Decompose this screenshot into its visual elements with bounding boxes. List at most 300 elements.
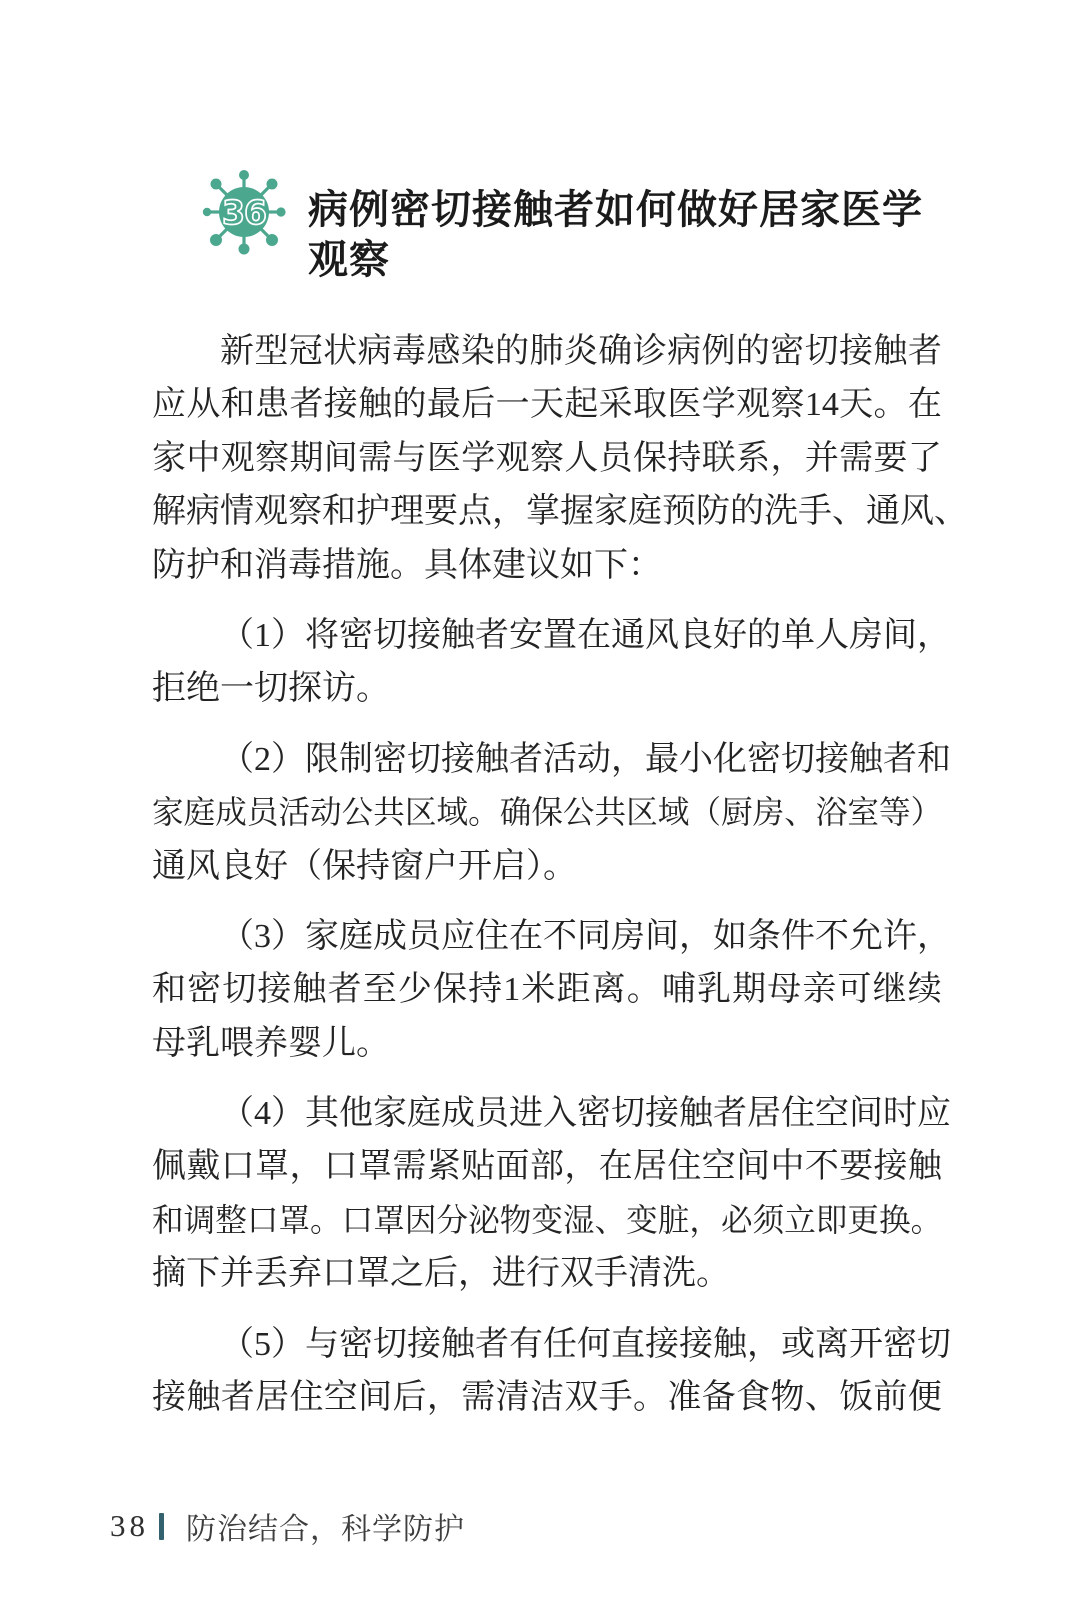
body-glyph: 双: [564, 1379, 599, 1417]
body-glyph: 。: [873, 386, 908, 424]
page-footer: [110, 1504, 465, 1548]
body-glyph: 的: [747, 616, 781, 654]
body-glyph: 观: [254, 493, 288, 531]
body-glyph: 密: [339, 1325, 373, 1363]
body-glyph: 手: [598, 1379, 633, 1417]
body-glyph: 接: [257, 971, 292, 1009]
body-glyph: ）: [271, 1325, 305, 1363]
body-glyph: 泌: [468, 1202, 500, 1238]
body-glyph: 接: [441, 740, 475, 778]
body-line: [152, 485, 968, 538]
body-glyph: 距: [556, 971, 591, 1009]
body-line: [152, 733, 951, 786]
body-glyph: 物: [770, 1379, 805, 1417]
body-glyph: 间: [849, 1095, 883, 1133]
body-glyph: 在: [509, 917, 543, 955]
body-glyph: 住: [667, 1148, 702, 1186]
body-glyph: 确: [598, 333, 633, 370]
body-line: [152, 1140, 942, 1193]
body-glyph: 应: [441, 917, 475, 955]
body-line: [152, 378, 942, 431]
body-glyph: ，: [492, 493, 526, 531]
body-glyph: 新: [220, 333, 254, 370]
body-glyph: 接: [873, 1148, 908, 1186]
body-glyph: 物: [499, 1202, 532, 1238]
body-glyph: 需: [461, 1379, 496, 1417]
body-glyph: 病: [186, 493, 220, 531]
body-glyph: 面: [495, 1148, 530, 1186]
body-glyph: 染: [460, 333, 495, 370]
body-glyph: 学: [701, 386, 736, 424]
body-glyph: 触: [292, 971, 327, 1009]
body-glyph: 与: [392, 439, 427, 477]
body-glyph: 即: [815, 1202, 848, 1238]
body-glyph: 员: [246, 795, 279, 831]
body-glyph: 亲: [802, 971, 837, 1009]
body-glyph: 天: [839, 386, 874, 424]
body-glyph: 口: [341, 1202, 374, 1238]
body-glyph: 、: [934, 493, 968, 531]
body-glyph: （: [220, 917, 254, 955]
body-glyph: 活: [543, 740, 577, 778]
body-glyph: 口: [246, 1202, 279, 1238]
body-glyph: （: [689, 795, 721, 831]
body-glyph: 罩: [255, 1148, 290, 1186]
body-glyph: 母: [767, 971, 802, 1009]
body-glyph: 4: [254, 1095, 271, 1133]
body-glyph: 触: [679, 1095, 713, 1133]
body-glyph: 的: [735, 333, 770, 370]
body-glyph: 切: [611, 1095, 645, 1133]
body-glyph: 脏: [657, 1202, 690, 1238]
body-glyph: 庭: [339, 917, 373, 955]
body-glyph: 家: [305, 917, 339, 955]
body-glyph: 接: [839, 333, 874, 370]
body-glyph: 触: [441, 1325, 475, 1363]
body-glyph: 后: [392, 1379, 427, 1417]
body-line: [152, 786, 942, 839]
body-glyph: 家: [594, 493, 628, 531]
body-glyph: 在: [598, 1148, 633, 1186]
body-glyph: 须: [752, 1202, 785, 1238]
body-glyph: 者: [220, 1379, 255, 1417]
body-glyph: 公: [562, 795, 595, 831]
body-glyph: 戴: [186, 1148, 221, 1186]
body-glyph: 住: [475, 917, 509, 955]
body-glyph: 并: [804, 439, 839, 477]
body-line: [152, 325, 942, 378]
body-glyph: 诊: [632, 333, 667, 370]
body-glyph: 预: [662, 493, 696, 531]
body-glyph: 感: [426, 333, 461, 370]
body-glyph: 和: [152, 971, 186, 1009]
body-glyph: 密: [187, 971, 222, 1009]
body-glyph: 许: [883, 917, 917, 955]
body-glyph: 一: [495, 386, 530, 424]
body-glyph: ，: [564, 1148, 599, 1186]
body-glyph: 房: [849, 616, 883, 654]
body-glyph: 居: [747, 1095, 781, 1133]
body-glyph: 密: [883, 1325, 917, 1363]
body-glyph: 至: [362, 971, 397, 1009]
section-title: [308, 185, 948, 285]
body-glyph: 安: [509, 616, 543, 654]
body-glyph: 密: [770, 333, 805, 370]
body-glyph: 前: [873, 1379, 908, 1417]
body-glyph: 区: [404, 795, 437, 831]
body-glyph: 必: [720, 1202, 753, 1238]
body-glyph: 良: [679, 616, 713, 654]
body-glyph: 员: [407, 917, 441, 955]
body-glyph: 间: [645, 917, 679, 955]
body-line: 拒绝一切探访。: [152, 670, 390, 708]
body-glyph: 期: [732, 971, 767, 1009]
body-glyph: 通: [866, 493, 900, 531]
body-glyph: 接: [645, 1325, 679, 1363]
body-glyph: 切: [804, 333, 839, 370]
body-line: [152, 1371, 942, 1424]
body-glyph: 同: [577, 917, 611, 955]
body-glyph: 、: [832, 493, 866, 531]
body-glyph: 罩: [358, 1148, 393, 1186]
body-glyph: 触: [873, 333, 908, 370]
body-glyph: 离: [815, 1325, 849, 1363]
footer-divider-bar: [159, 1513, 164, 1540]
body-glyph: （: [220, 740, 254, 778]
body-glyph: 者: [713, 1095, 747, 1133]
body-glyph: 罩: [373, 1202, 405, 1238]
body-glyph: 活: [278, 795, 311, 831]
body-glyph: 者: [475, 1325, 509, 1363]
body-glyph: 的: [495, 333, 530, 370]
body-glyph: 从: [186, 386, 221, 424]
body-glyph: 继: [872, 971, 907, 1009]
body-glyph: 任: [543, 1325, 577, 1363]
body-glyph: 持: [667, 439, 702, 477]
body-glyph: 系: [736, 439, 771, 477]
body-line: [152, 1194, 942, 1247]
body-glyph: 者: [475, 616, 509, 654]
body-line: [152, 609, 951, 662]
body-glyph: ，: [289, 1148, 324, 1186]
body-glyph: 持: [468, 971, 503, 1009]
body-glyph: 贴: [461, 1148, 496, 1186]
body-glyph: 离: [591, 971, 626, 1009]
body-glyph: 5: [254, 1325, 271, 1363]
body-glyph: 房: [752, 795, 785, 831]
body-glyph: 接: [407, 616, 441, 654]
body-glyph: 与: [305, 1325, 339, 1363]
body-glyph: 接: [679, 1325, 713, 1363]
body-glyph: 取: [633, 386, 668, 424]
body-glyph: 因: [404, 1202, 437, 1238]
body-glyph: 接: [323, 386, 358, 424]
body-glyph: 确: [499, 795, 532, 831]
body-glyph: 察: [529, 439, 564, 477]
body-glyph: 中: [186, 439, 221, 477]
body-glyph: 成: [441, 1095, 475, 1133]
body-glyph: 人: [564, 439, 599, 477]
body-glyph: 换: [879, 1202, 911, 1238]
body-glyph: 动: [577, 740, 611, 778]
body-glyph: 可: [837, 971, 872, 1009]
body-glyph: 成: [373, 917, 407, 955]
body-glyph: 切: [781, 740, 815, 778]
body-glyph: 风: [900, 493, 934, 531]
body-paragraph: [152, 609, 951, 716]
body-glyph: 人: [815, 616, 849, 654]
body-glyph: ）: [271, 616, 305, 654]
body-glyph: 间: [323, 439, 358, 477]
body-glyph: 手: [798, 493, 832, 531]
body-glyph: （: [220, 1095, 254, 1133]
section-title-line1: 病例密切接触者如何做好居家医学: [308, 188, 923, 232]
body-glyph: 食: [736, 1379, 771, 1417]
body-glyph: 开: [849, 1325, 883, 1363]
body-glyph: ）: [271, 1095, 305, 1133]
body-glyph: 浴: [815, 795, 848, 831]
body-glyph: 切: [373, 616, 407, 654]
body-glyph: 空: [323, 1379, 358, 1417]
body-glyph: 间: [736, 1148, 771, 1186]
body-glyph: 好: [713, 616, 747, 654]
body-glyph: 应: [152, 386, 186, 424]
body-glyph: 密: [747, 740, 781, 778]
body-glyph: ，: [611, 740, 645, 778]
body-glyph: 接: [152, 1379, 186, 1417]
body-glyph: 触: [186, 1379, 221, 1417]
body-glyph: 变: [531, 1202, 563, 1238]
body-glyph: ，: [689, 1202, 721, 1238]
body-glyph: 、: [784, 795, 816, 831]
body-glyph: 饭: [839, 1379, 874, 1417]
body-glyph: 掌: [526, 493, 560, 531]
body-glyph: 医: [667, 386, 702, 424]
body-glyph: 2: [254, 740, 271, 778]
body-glyph: 触: [358, 386, 393, 424]
body-glyph: 空: [815, 1095, 849, 1133]
body-glyph: 理: [390, 493, 424, 531]
body-glyph: 庭: [183, 795, 216, 831]
body-glyph: 切: [222, 971, 257, 1009]
body-glyph: 保: [633, 439, 668, 477]
body-glyph: 制: [339, 740, 373, 778]
body-glyph: 密: [373, 740, 407, 778]
body-glyph: 了: [907, 439, 942, 477]
body-glyph: 空: [701, 1148, 736, 1186]
body-glyph: 域: [436, 795, 469, 831]
body-glyph: 厨: [720, 795, 753, 831]
body-glyph: 米: [521, 971, 556, 1009]
body-glyph: 要: [839, 1148, 874, 1186]
body-glyph: 和: [917, 740, 951, 778]
body-glyph: 天: [529, 386, 564, 424]
body-glyph: 洁: [529, 1379, 564, 1417]
body-glyph: 肺: [529, 333, 564, 370]
body-glyph: ）: [910, 795, 943, 831]
body-glyph: 不: [815, 917, 849, 955]
body-glyph: 公: [341, 795, 374, 831]
body-glyph: 要: [873, 439, 908, 477]
body-glyph: 病: [357, 333, 392, 370]
body-glyph: 化: [713, 740, 747, 778]
body-glyph: 直: [611, 1325, 645, 1363]
body-glyph: 需: [358, 439, 393, 477]
page-number: 38: [110, 1508, 149, 1543]
body-glyph: 接: [407, 1325, 441, 1363]
body-glyph: 动: [310, 795, 342, 831]
body-glyph: 者: [509, 740, 543, 778]
body-line: [152, 1087, 951, 1140]
body-glyph: 庭: [407, 1095, 441, 1133]
body-glyph: （: [220, 616, 254, 654]
body-line: 通风良好（保持窗户开启）。: [152, 847, 577, 885]
body-glyph: 风: [645, 616, 679, 654]
body-glyph: 患: [255, 386, 290, 424]
body-glyph: 观: [220, 439, 255, 477]
body-glyph: 毒: [391, 333, 426, 370]
body-glyph: ，: [679, 917, 713, 955]
section-number: 36: [222, 193, 266, 232]
footer-slogan: 防治结合，科学防护: [186, 1513, 465, 1546]
section-title-line2: 观察: [308, 238, 390, 282]
body-glyph: 触: [849, 740, 883, 778]
body-glyph: 观: [495, 439, 530, 477]
body-glyph: 防: [696, 493, 730, 531]
body-glyph: 置: [543, 616, 577, 654]
body-glyph: 密: [339, 616, 373, 654]
body-glyph: ，: [917, 616, 951, 654]
body-glyph: 清: [495, 1379, 530, 1417]
body-glyph: 备: [701, 1379, 736, 1417]
body-glyph: 炎: [563, 333, 598, 370]
body-glyph: 间: [358, 1379, 393, 1417]
body-line: 母乳喂养婴儿。: [152, 1024, 390, 1062]
body-glyph: 区: [626, 795, 658, 831]
body-glyph: 14: [804, 386, 839, 424]
body-line: 摘下并丢弃口罩之后，进行双手清洗。: [152, 1255, 730, 1293]
body-glyph: 触: [441, 616, 475, 654]
body-glyph: 、: [594, 1202, 627, 1238]
body-glyph: 型: [254, 333, 289, 370]
body-glyph: 紧: [426, 1148, 461, 1186]
body-glyph: 期: [289, 439, 324, 477]
body-glyph: 学: [461, 439, 496, 477]
body-glyph: 他: [339, 1095, 373, 1133]
body-glyph: 密: [577, 1095, 611, 1133]
body-glyph: 共: [594, 795, 627, 831]
body-glyph: 少: [397, 971, 432, 1009]
body-glyph: 解: [152, 493, 186, 531]
body-glyph: 保: [531, 795, 563, 831]
body-glyph: 间: [883, 616, 917, 654]
body-glyph: 续: [907, 971, 942, 1009]
body-glyph: 3: [254, 917, 271, 955]
body-glyph: 口: [323, 1148, 358, 1186]
body-glyph: 例: [701, 333, 736, 370]
body-glyph: 的: [392, 386, 427, 424]
body-glyph: 切: [917, 1325, 951, 1363]
body-glyph: 的: [730, 493, 764, 531]
body-glyph: 共: [373, 795, 405, 831]
body-glyph: 接: [815, 740, 849, 778]
body-glyph: 需: [839, 439, 874, 477]
body-glyph: 1: [503, 971, 521, 1009]
body-glyph: 罩: [278, 1202, 311, 1238]
body-glyph: 等: [879, 795, 911, 831]
body-glyph: 医: [426, 439, 461, 477]
body-glyph: 最: [426, 386, 461, 424]
body-line: [152, 1318, 951, 1371]
body-glyph: 单: [781, 616, 815, 654]
body-glyph: 冠: [288, 333, 323, 370]
body-glyph: 分: [436, 1202, 469, 1238]
body-glyph: ，: [770, 439, 805, 477]
body-glyph: 察: [288, 493, 322, 531]
body-glyph: 小: [679, 740, 713, 778]
body-glyph: 者: [327, 971, 362, 1009]
body-glyph: 握: [560, 493, 594, 531]
body-paragraph: [152, 1087, 951, 1301]
body-glyph: 病: [667, 333, 702, 370]
body-glyph: 变: [626, 1202, 658, 1238]
body-glyph: 者: [907, 333, 942, 370]
body-glyph: 在: [907, 386, 942, 424]
body-glyph: ，: [917, 917, 951, 955]
body-glyph: 部: [529, 1148, 564, 1186]
body-glyph: 湿: [562, 1202, 595, 1238]
body-glyph: 切: [407, 740, 441, 778]
body-glyph: 口: [220, 1148, 255, 1186]
body-glyph: 家: [152, 439, 186, 477]
body-glyph: 、: [804, 1379, 839, 1417]
body-glyph: 应: [917, 1095, 951, 1133]
body-glyph: 情: [220, 493, 254, 531]
body-glyph: 调: [183, 1202, 216, 1238]
body-glyph: 点: [458, 493, 492, 531]
body-glyph: 观: [736, 386, 771, 424]
body-paragraph: [152, 325, 968, 592]
body-glyph: 中: [770, 1148, 805, 1186]
body-glyph: 室: [847, 795, 880, 831]
body-glyph: ）: [271, 740, 305, 778]
body-glyph: 1: [254, 616, 271, 654]
body-glyph: 不: [543, 917, 577, 955]
body-glyph: 最: [645, 740, 679, 778]
body-glyph: 入: [543, 1095, 577, 1133]
body-glyph: 采: [598, 386, 633, 424]
body-glyph: 洗: [764, 493, 798, 531]
body-glyph: 触: [907, 1148, 942, 1186]
body-glyph: 何: [577, 1325, 611, 1363]
body-glyph: 者: [289, 386, 324, 424]
body-glyph: 住: [289, 1379, 324, 1417]
virus-badge-icon: [196, 164, 292, 260]
body-glyph: 立: [784, 1202, 816, 1238]
body-glyph: 便: [907, 1379, 942, 1417]
body-paragraph: [152, 1318, 951, 1425]
body-glyph: 通: [611, 616, 645, 654]
body-glyph: 和: [220, 386, 255, 424]
body-glyph: 允: [849, 917, 883, 955]
body-glyph: 。: [633, 1379, 668, 1417]
body-glyph: 如: [713, 917, 747, 955]
body-line: 防护和消毒措施。具体建议如下：: [152, 546, 662, 584]
body-glyph: 居: [255, 1379, 290, 1417]
body-glyph: 联: [701, 439, 736, 477]
body-glyph: （: [220, 1325, 254, 1363]
body-glyph: 员: [598, 439, 633, 477]
